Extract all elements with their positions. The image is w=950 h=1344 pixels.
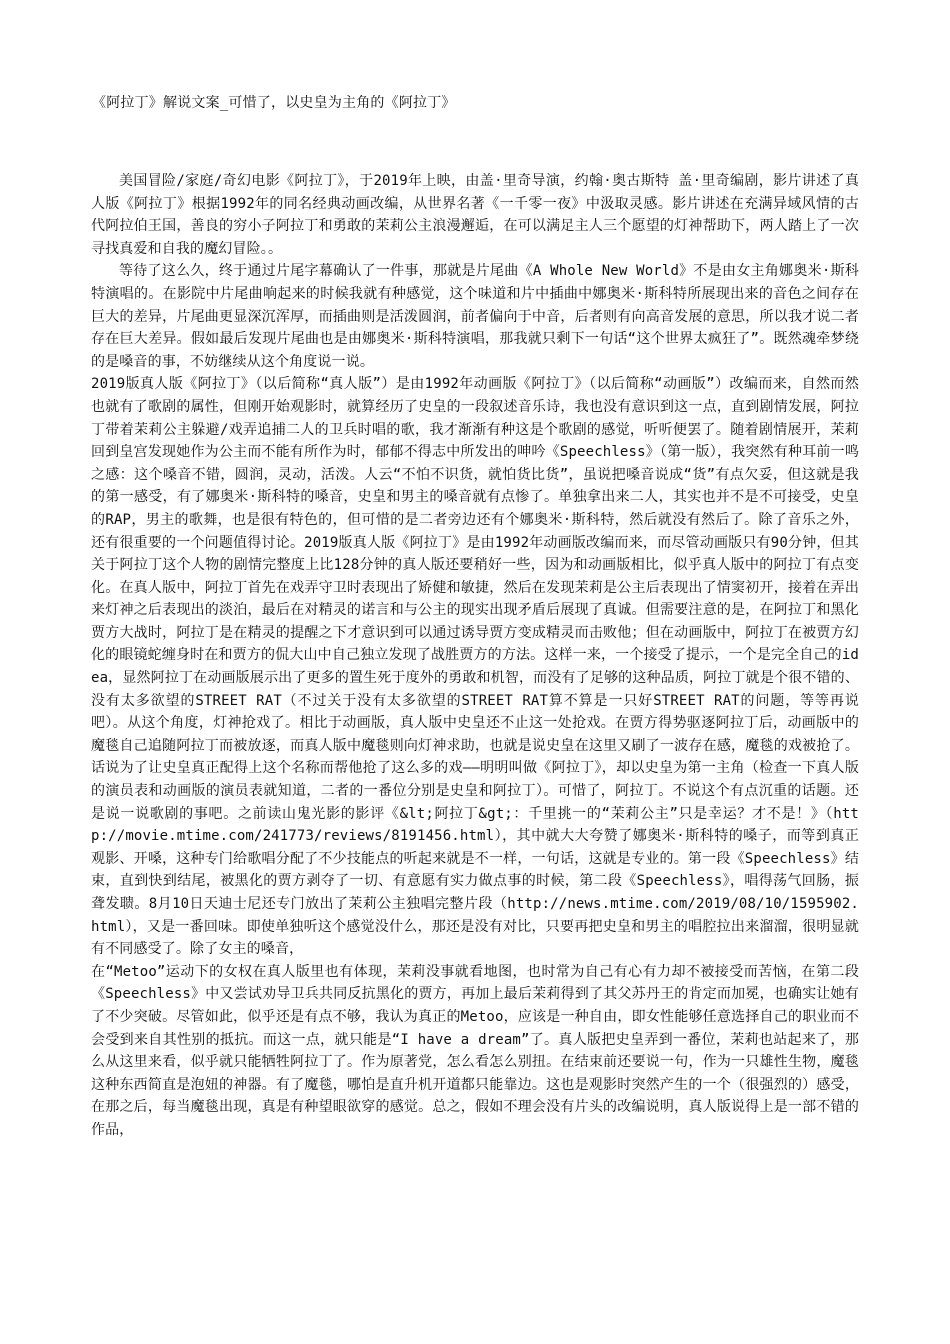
paragraph-review-metoo: 在“Metoo”运动下的女权在真人版里也有体现，茉莉没事就看地图，也时常为自己有心有力却不被接受而苦恼，在第二段《Speechless》中又尝试劝导卫兵共同反抗黑化的贾方，再加上最后茉莉得到了其父苏丹王的肯定而加冕，也确实让她有了不少突破。尽管如此，似乎还是有点不够，我认为真正的Metoo，应该是一种自由，即女性能够任意选择自己的职业而不会受到来自其性别的抵抗。而这一点，就只能是“I have a dream”了。真人版把史皇弄到一番位，茉莉也站起来了，那么从这里来看，似乎就只能牺牲阿拉丁了。作为原著党，怎么看怎么别扭。在结束前还要说一句，作为一只雄性生物，魔毯这种东西简直是泡妞的神器。有了魔毯，哪怕是直升机开道都只能靠边。这也是观影时突然产生的一个（很强烈的）感受，在那之后，每当魔毯出现，真是有种望眼欲穿的感觉。总之，假如不理会没有片头的改编说明，真人版说得上是一部不错的作品， [91,963,859,1138]
paragraph-intro: 美国冒险/家庭/奇幻电影《阿拉丁》，于2019年上映，由盖·里奇导演，约翰·奥古斯特 盖·里奇编剧，影片讲述了真人版《阿拉丁》根据1992年的同名经典动画改编，从世界名著《一千零一夜》中汲取灵感。影片讲述在充满异域风情的古代阿拉伯王国，善良的穷小子阿拉丁和勇敢的茉莉公主浪漫邂逅，在可以满足主人三个愿望的灯神帮助下，两人踏上了一次寻找真爱和自我的魔幻冒险。。 [91,173,859,257]
document-body [91,170,859,1142]
paragraph-ending-song: 等待了这么久，终于通过片尾字幕确认了一件事，那就是片尾曲《A Whole New World》不是由女主角娜奥米·斯科特演唱的。在影院中片尾曲响起来的时候我就有种感觉，这个味道和片中插曲中娜奥米·斯科特所展现出来的音色之间存在巨大的差异，片尾曲更显深沉浑厚，而插曲则是活泼圆润，前者偏向于中音，后者则有向高音发展的意思，所以我才说二者存在巨大差异。假如最后发现片尾曲也是由娜奥米·斯科特演唱，那我就只剩下一句话“这个世界太疯狂了”。既然魂牵梦绕的是嗓音的事，不妨继续从这个角度说一说。 [91,263,859,370]
document-title: 《阿拉丁》解说文案_可惜了，以史皇为主角的《阿拉丁》 [92,95,456,111]
paragraph-review-main: 2019版真人版《阿拉丁》（以后简称“真人版”）是由1992年动画版《阿拉丁》（以后简称“动画版”）改编而来，自然而然也就有了歌剧的属性，但刚开始观影时，就算经历了史皇的一段叙述音乐诗，我也没有意识到这一点，直到剧情发展，阿拉丁带着茉莉公主躲避/戏弄追捕二人的卫兵时唱的歌，我才渐渐有种这是个歌剧的感觉，听听便罢了。随着剧情展开，茉莉回到皇宫发现她作为公主而不能有所作为时，郁郁不得志中所发出的呻吟《Speechless》（第一版），我突然有种耳前一鸣之感：这个嗓音不错，圆润，灵动，活泼。人云“不怕不识货，就怕货比货”，虽说把嗓音说成“货”有点欠妥，但这就是我的第一感受，有了娜奥米·斯科特的嗓音，史皇和男主的嗓音就有点惨了。单独拿出来二人，其实也并不是不可接受，史皇的RAP，男主的歌舞，也是很有特色的，但可惜的是二者旁边还有个娜奥米·斯科特，然后就没有然后了。除了音乐之外，还有很重要的一个问题值得讨论。2019版真人版《阿拉丁》是由1992年动画版改编而来，而尽管动画版只有90分钟，但其关于阿拉丁这个人物的剧情完整度上比128分钟的真人版还要稍好一些，因为和动画版相比，似乎真人版中的阿拉丁有点变化。在真人版中，阿拉丁首先在戏弄守卫时表现出了矫健和敏捷，然后在发现茉莉是公主后表现出了情窦初开，接着在弄出来灯神之后表现出的淡泊，最后在对精灵的诺言和与公主的现实出现矛盾后展现了真诚。但需要注意的是，在阿拉丁和黑化贾方大战时，阿拉丁是在精灵的提醒之下才意识到可以通过诱导贾方变成精灵而击败他；但在动画版中，阿拉丁在被贾方幻化的眼镜蛇缠身时在和贾方的侃大山中自己独立发现了战胜贾方的方法。这样一来，一个接受了提示，一个是完全自己的idea，显然阿拉丁在动画版展示出了更多的置生死于度外的勇敢和机智，而没有了足够的这种品质，阿拉丁就是个很不错的、没有太多欲望的STREET RAT（不过关于没有太多欲望的STREET RAT算不算是一只好STREET RAT的问题，等等再说吧）。从这个角度，灯神抢戏了。相比于动画版，真人版中史皇还不止这一处抢戏。在贾方得势驱逐阿拉丁后，动画版中的魔毯自己追随阿拉丁而被放逐，而真人版中魔毯则向灯神求助，也就是说史皇在这里又刷了一波存在感，魔毯的戏被抢了。话说为了让史皇真正配得上这个名称而帮他抢了这么多的戏——明明叫做《阿拉丁》，却以史皇为第一主角（检查一下真人版的演员表和动画版的演员表就知道，二者的一番位分别是史皇和阿拉丁）。可惜了，阿拉丁。不说这个有点沉重的话题。还是说一说歌剧的事吧。之前读山鬼光影的影评《&lt;阿拉丁&gt;：千里挑一的“茉莉公主”只是幸运？才不是！》（http://movie.mtime.com/241773/reviews/8191456.html），其中就大大夸赞了娜奥米·斯科特的嗓子，而等到真正观影、开嗓，这种专门给歌唱分配了不少技能点的听起来就是不一样，一句话，这就是专业的。第一段《Speechless》结束，直到快到结尾，被黑化的贾方剥夺了一切、有意愿有实力做点事的时候，第二段《Speechless》，唱得荡气回肠，振聋发聩。8月10日天迪士尼还专门放出了茉莉公主独唱完整片段（http://news.mtime.com/2019/08/10/1595902.html），又是一番回味。即使单独听这个感觉没什么，那还是没有对比，只要再把史皇和男主的唱腔拉出来溜溜，很明显就有不同感受了。除了女主的嗓音， [91,376,859,958]
